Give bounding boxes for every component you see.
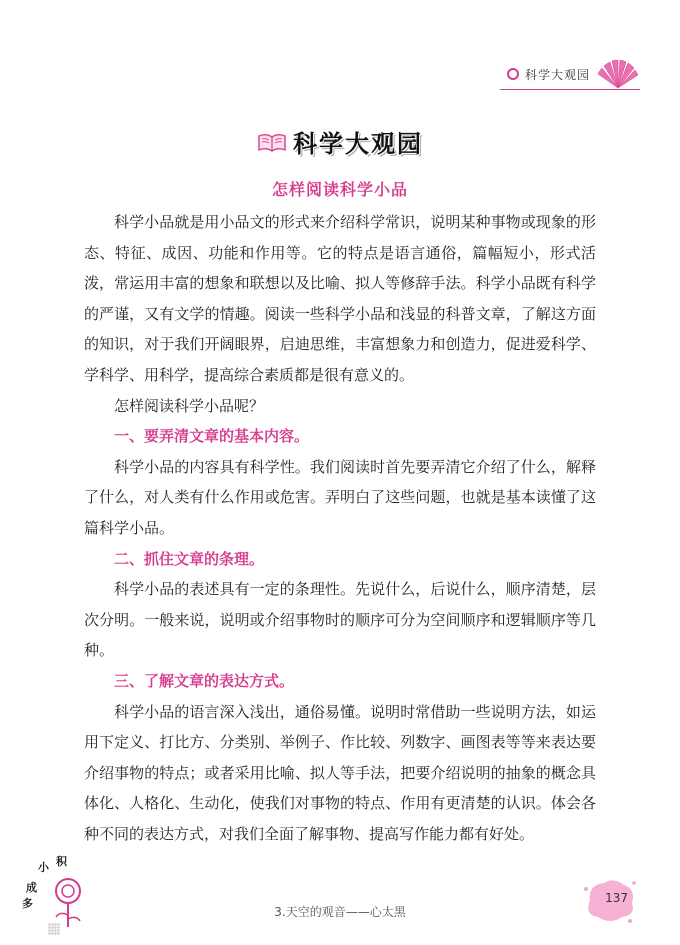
section-paragraph-3: 科学小品的语言深入浅出，通俗易懂。说明时常借助一些说明方法，如运用下定义、打比方、分类别、举例子、作比较、列数字、画图表等等来表达要介绍事物的特点；或者采用比喻、拟人等手法，把要介绍说明的抽象的概念具体化、人格化、生动化，使我们对事物的特点、作用有更清楚的认识。体会各种不同的表达方式，对我们全面了解事物、提高写作能力都有好处。 — [84, 702, 596, 843]
section-paragraph-2: 科学小品的表述具有一定的条理性。先说什么，后说什么，顺序清楚，层次分明。一般来说，说明或介绍事物时的顺序可分为空间顺序和逻辑顺序等几种。 — [84, 580, 596, 660]
article-body — [84, 207, 596, 849]
article-subtitle: 怎样阅读科学小品 — [271, 180, 408, 199]
open-book-icon — [257, 131, 287, 153]
page-title: 科学大观园 — [293, 130, 423, 158]
header-rule — [500, 89, 640, 90]
section-heading-1: 一、要弄清文章的基本内容。 — [114, 427, 310, 446]
logo-char-2: 积 — [56, 855, 67, 868]
section-heading-3: 三、了解文章的表达方式。 — [114, 671, 295, 690]
section-tag-text: 科学大观园 — [524, 67, 590, 82]
footer-text: 3.天空的观音——心太黑 — [274, 905, 406, 919]
swirl-icon — [507, 68, 519, 80]
fan-decoration-icon — [596, 60, 640, 88]
question-paragraph: 怎样阅读科学小品呢？ — [114, 396, 265, 415]
logo-char-3: 成 — [26, 881, 37, 894]
page-number: 137 — [605, 891, 628, 905]
logo-char-1: 小 — [38, 861, 49, 874]
section-heading-2: 二、抓住文章的条理。 — [114, 549, 265, 568]
intro-paragraph: 科学小品就是用小品文的形式来介绍科学常识，说明某种事物或现象的形态、特征、成因、功能和作用等。它的特点是语言通俗，篇幅短小，形式活泼，常运用丰富的想象和联想以及比喻、拟人等修辞手法。科学小品既有科学的严谨，又有文学的情趣。阅读一些科学小品和浅显的科普文章，了解这方面的知识，对于我们开阔眼界，启迪思维，丰富想象力和创造力，促进爱科学、学科学、用科学，提高综合素质都是很有意义的。 — [84, 213, 596, 384]
dot-pattern — [48, 923, 60, 935]
header-section-tag — [507, 60, 640, 88]
section-paragraph-1: 科学小品的内容具有科学性。我们阅读时首先要弄清它介绍了什么，解释了什么，对人类有什么作用或危害。弄明白了这些问题，也就是基本读懂了这篇科学小品。 — [84, 457, 596, 537]
logo-char-4: 多 — [22, 897, 33, 910]
title-row — [0, 124, 680, 159]
page-footer — [0, 845, 680, 945]
